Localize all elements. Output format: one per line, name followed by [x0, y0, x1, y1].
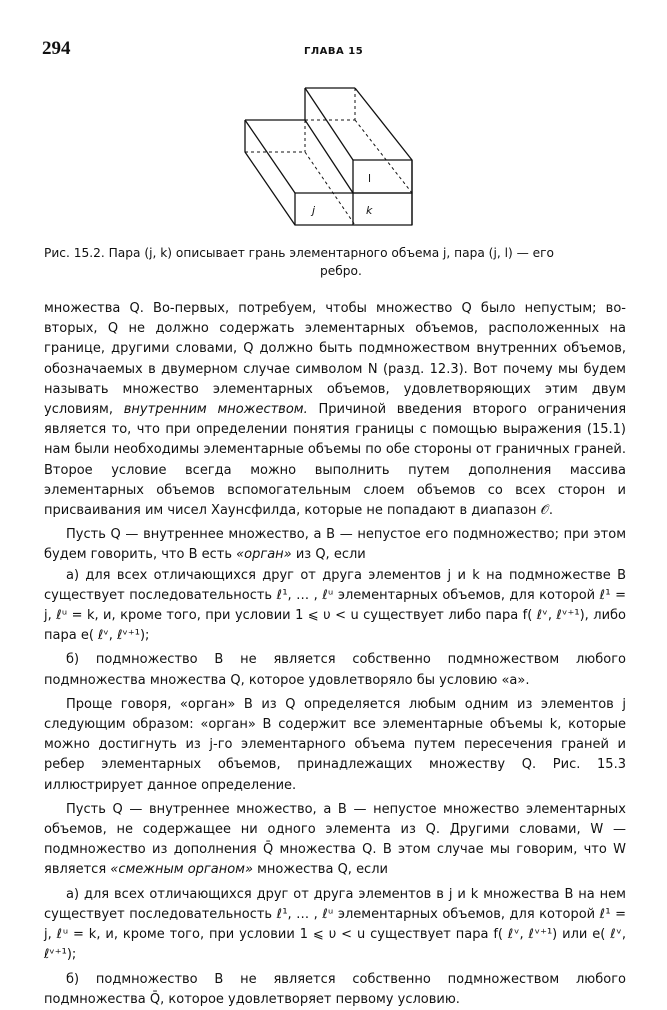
caption-line-1: Рис. 15.2. Пара (j, k) описывает грань элементарного объема j, пара (j, l) — его: [44, 246, 555, 260]
label-j: j: [312, 204, 316, 217]
page-number: 294: [42, 38, 71, 59]
lower-box-top: [245, 120, 295, 193]
label-l: l: [368, 172, 372, 185]
paragraph-3: Проще говоря, «орган» B из Q определяется любым одним из элементов j следующим образом: «орган» B содержит все элементарные объемы k, которые можно достигнуть из j-го элементарного объема путем пересечения граней и ребер элементарных объемов, принадлежащих множеству Q. Рис. 15.3 иллюстрирует данное определение.: [44, 696, 626, 793]
condition-a-1: а) для всех отличающихся друг от друга элементов j и k на подмножестве B существует последовательность ℓ¹, … , ℓᵘ элементарных объемов, для которой ℓ¹ = j, ℓᵘ = k, и, кроме того, при условии 1 ⩽ υ < u существует либо пара f( ℓᵛ, ℓᵛ⁺¹), либо пара e( ℓᵛ, ℓᵛ⁺¹);: [44, 567, 626, 644]
term-internal-set: внутренним множеством.: [123, 402, 308, 418]
paragraph-1: множества Q. Во-первых, потребуем, чтобы множество Q было непустым; во-вторых, Q не должно содержать элементарных объемов, расположенных на границе, другими словами, Q должно быть подмножеством внутренних объемов, обозначаемых в двумерном случае символом N (разд. 12.3). Вот почему мы будем называть множество элементарных объемов, удовлетворяющих этим двум условиям, внутренним множеством. Причиной введения второго ограничения является то, что при определении понятия границы с помощью выражения (15.1) нам были необходимы элементарные объемы по обе стороны от граничных граней. Второе условие всегда можно выполнить путем дополнения массива элементарных объемов вспомогательным слоем объемов со всех сторон и присваивания им чисел Хаунсфилда, которые не попадают в диапазон 𝒪.: [44, 301, 627, 519]
figure-caption: [44, 244, 624, 280]
running-head: ГЛАВА 15: [304, 46, 364, 57]
paragraph-2: Пусть Q — внутреннее множество, а B — непустое его подмножество; при этом будем говорить, что B есть «орган» из Q, если: [44, 527, 626, 563]
condition-b-2: б) подмножество B не является собственно подмножеством любого подмножества Q̄, которое удовлетворяет первому условию.: [44, 971, 626, 1007]
caption-line-2: ребро.: [320, 264, 362, 278]
body-text: [44, 299, 626, 1010]
voxel-figure: [0, 0, 667, 240]
condition-b-1: б) подмножество B не является собственно подмножеством любого подмножества множества Q, которое удовлетворяло бы условию «а».: [44, 652, 626, 688]
term-adjacent-organ: «смежным органом»: [110, 862, 253, 878]
label-k: k: [366, 204, 373, 217]
condition-a-2: а) для всех отличающихся друг от друга элементов в j и k множества B на нем существует последовательность ℓ¹, … , ℓᵘ элементарных объемов, для которой ℓ¹ = j, ℓᵘ = k, и, кроме того, при условии 1 ⩽ υ < u существует пара f( ℓᵛ, ℓᵛ⁺¹) или e( ℓᵛ, ℓᵛ⁺¹);: [44, 886, 626, 963]
upper-box-front: [353, 160, 412, 193]
term-organ: «орган»: [236, 547, 292, 563]
paragraph-4: Пусть Q — внутреннее множество, а B — непустое множество элементарных объемов, не содержащее ни одного элемента из Q. Другими словами, W — подмножество из дополнения Q̄ множества Q. В этом случае мы говорим, что W является «смежным органом» множества Q, если: [44, 801, 626, 878]
